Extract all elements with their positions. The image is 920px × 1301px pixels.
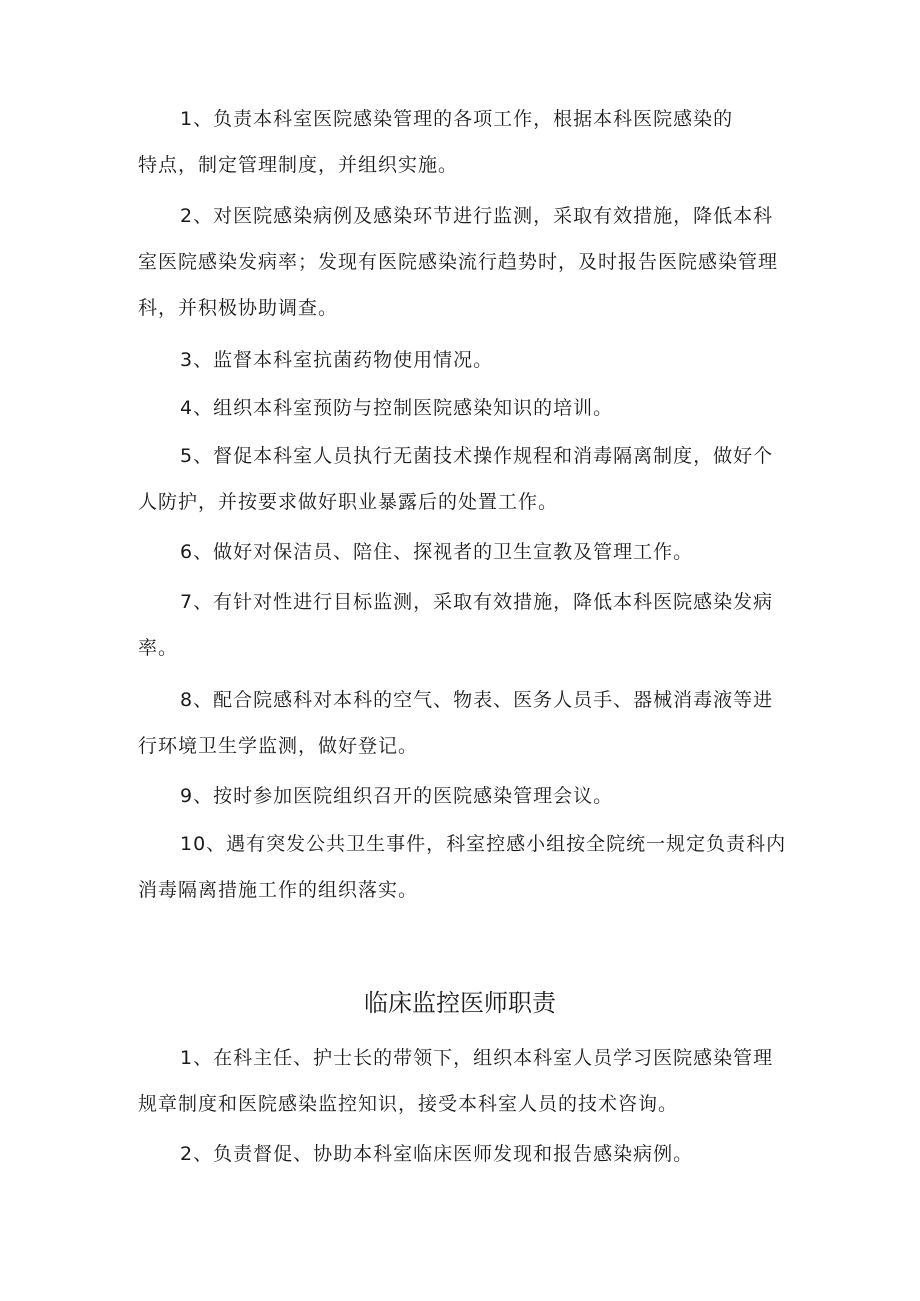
duty-item-8-line-2: 行环境卫生学监测，做好登记。 <box>138 735 419 757</box>
duty-item-10-line-2: 消毒隔离措施工作的组织落实。 <box>138 879 419 901</box>
duty-item-7-line-2: 率。 <box>138 637 179 659</box>
duty-item-2-line-3: 科，并积极协助调查。 <box>138 297 339 319</box>
duty-item-10 <box>138 832 787 902</box>
duty-item-8-line-1: 8、配合院感科对本科的空气、物表、医务人员手、器械消毒液等进 <box>180 689 774 711</box>
duty-item-2-line-2: 室医院感染发病率；发现有医院感染流行趋势时，及时报告医院感染管理 <box>138 251 779 273</box>
duty-item-3 <box>138 348 784 372</box>
doctor-duty-item-1-line-1: 1、在科主任、护士长的带领下，组织本科室人员学习医院感染管理 <box>180 1047 774 1069</box>
duty-item-1-line-1: 1、负责本科室医院感染管理的各项工作，根据本科医院感染的 <box>180 108 734 130</box>
doctor-duty-item-1 <box>138 1046 784 1116</box>
doctor-duty-item-1-line-2: 规章制度和医院感染监控知识，接受本科室人员的技术咨询。 <box>138 1093 679 1115</box>
duty-item-2-line-1: 2、对医院感染病例及感染环节进行监测，采取有效措施，降低本科 <box>180 205 774 227</box>
doctor-duty-item-2-line-1: 2、负责督促、协助本科室临床医师发现和报告感染病例。 <box>180 1143 694 1165</box>
duty-item-4-line-1: 4、组织本科室预防与控制医院感染知识的培训。 <box>180 397 614 419</box>
duty-item-7 <box>138 590 784 660</box>
duty-item-6-line-1: 6、做好对保洁员、陪住、探视者的卫生宣教及管理工作。 <box>180 541 694 563</box>
duty-item-3-line-1: 3、监督本科室抗菌药物使用情况。 <box>180 349 494 371</box>
duty-item-1 <box>138 107 784 177</box>
duty-item-9-line-1: 9、按时参加医院组织召开的医院感染管理会议。 <box>180 785 614 807</box>
duty-item-5-line-2: 人防护，并按要求做好职业暴露后的处置工作。 <box>138 491 559 513</box>
duty-item-8 <box>138 688 784 758</box>
doctor-duty-item-2 <box>138 1142 784 1166</box>
duty-item-2 <box>138 204 784 320</box>
duty-item-9 <box>138 784 784 808</box>
duty-item-10-line-1: 10、遇有突发公共卫生事件，科室控感小组按全院统一规定负责科内 <box>180 833 787 855</box>
duty-item-4 <box>138 396 784 420</box>
duty-item-5 <box>138 444 784 514</box>
duty-item-7-line-1: 7、有针对性进行目标监测，采取有效措施，降低本科医院感染发病 <box>180 591 774 613</box>
duty-item-1-line-2: 特点，制定管理制度，并组织实施。 <box>138 154 459 176</box>
duty-item-5-line-1: 5、督促本科室人员执行无菌技术操作规程和消毒隔离制度，做好个 <box>180 445 774 467</box>
duty-item-6 <box>138 540 784 564</box>
section-title: 临床监控医师职责 <box>364 989 556 1017</box>
